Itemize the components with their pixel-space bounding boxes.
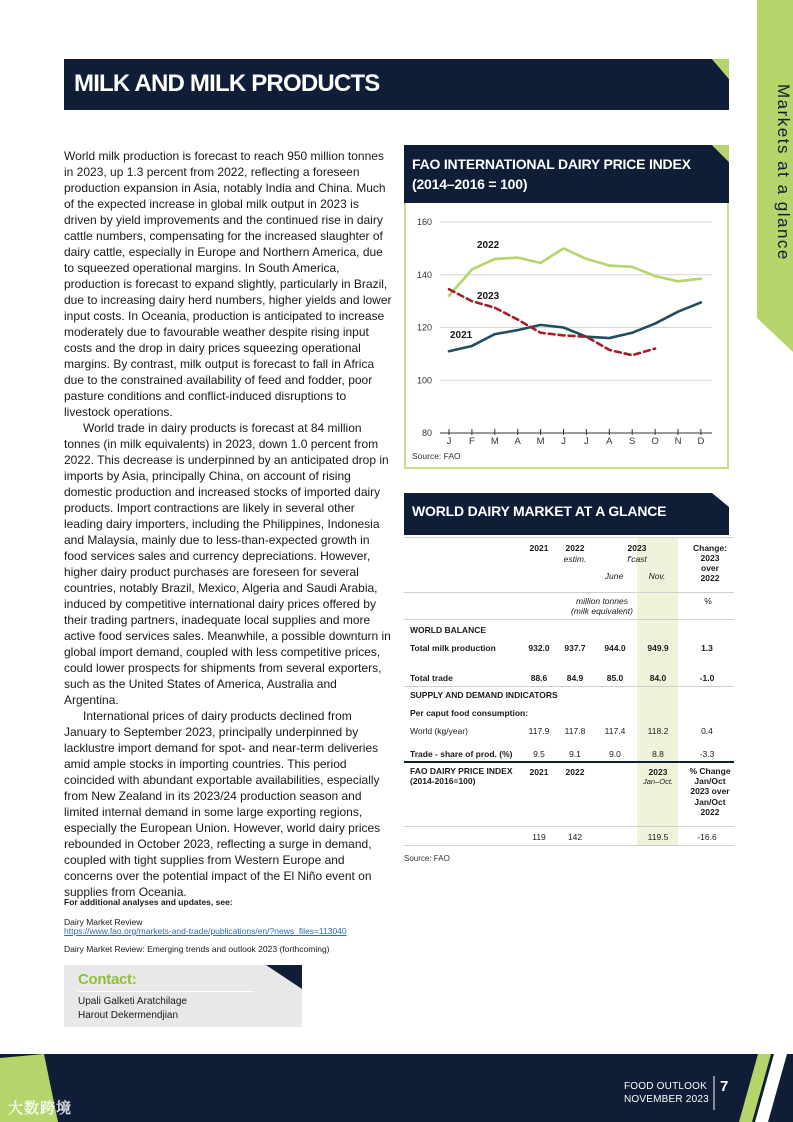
cell: -1.0 xyxy=(699,673,715,683)
index-col-2023-sub: Jan–Oct. xyxy=(642,777,673,786)
change-line: Jan/Oct xyxy=(694,776,726,787)
col-change xyxy=(686,543,734,583)
cell: -3.3 xyxy=(699,749,715,759)
section-per-caput: Per caput food consumption: xyxy=(410,708,529,718)
series-label: 2021 xyxy=(450,330,473,341)
cell: 937.7 xyxy=(564,643,586,653)
x-tick-label: S xyxy=(629,436,636,447)
y-tick-label: 140 xyxy=(416,269,432,280)
cell: 8.8 xyxy=(652,749,664,759)
series-line-2021 xyxy=(449,302,701,351)
row-label: World (kg/year) xyxy=(410,726,468,736)
x-tick-label: M xyxy=(490,436,499,447)
contact-name: Harout Dekermendjian xyxy=(78,1010,179,1021)
change-line: over xyxy=(701,563,719,573)
footer-date: NOVEMBER 2023 xyxy=(624,1094,709,1105)
series-label: 2022 xyxy=(477,240,500,251)
cell: 9.5 xyxy=(533,749,545,759)
table-source: Source: FAO xyxy=(404,854,450,863)
page-title: MILK AND MILK PRODUCTS xyxy=(74,70,380,97)
cell: 119.5 xyxy=(647,832,669,842)
cell: 117.8 xyxy=(564,726,586,736)
row-label: Trade - share of prod. (%) xyxy=(410,749,513,759)
y-tick-label: 80 xyxy=(421,428,432,438)
cell: 1.3 xyxy=(701,643,713,653)
x-tick-label: D xyxy=(697,436,705,447)
cell: 142 xyxy=(567,832,583,842)
series-line-2022 xyxy=(449,248,701,295)
cell: 9.1 xyxy=(569,749,581,759)
table-rule xyxy=(404,761,734,763)
chart-title-line: FAO INTERNATIONAL DAIRY PRICE INDEX xyxy=(412,156,691,172)
index-col-2023: 2023 xyxy=(648,767,668,777)
dairy-review-link[interactable]: https://www.fao.org/markets-and-trade/publications/en/?news_files=113040 xyxy=(64,926,347,936)
units-line2: (milk equivalent) xyxy=(571,606,633,616)
cell: 949.9 xyxy=(647,643,669,653)
col-nov: Nov. xyxy=(648,571,666,581)
index-col-2021: 2021 xyxy=(529,767,549,777)
x-tick-label: J xyxy=(584,436,589,447)
cell: 118.2 xyxy=(647,726,669,736)
section-world-balance: WORLD BALANCE xyxy=(410,625,487,635)
units-line1: million tonnes xyxy=(576,596,628,606)
change-line: 2022 xyxy=(700,806,720,817)
footer-publication: FOOD OUTLOOK xyxy=(624,1081,707,1092)
contact-title: Contact: xyxy=(78,971,137,988)
table-rule xyxy=(404,826,734,827)
x-tick-label: J xyxy=(561,436,566,447)
chart-source: Source: FAO xyxy=(412,451,461,461)
col-2023: 2023 xyxy=(627,543,647,553)
cell: 84.9 xyxy=(566,673,584,683)
table-rule xyxy=(404,537,734,538)
index-label-line1: FAO DAIRY PRICE INDEX xyxy=(410,766,513,776)
change-line: % Change xyxy=(689,766,731,776)
paragraph: World milk production is forecast to reach 950 million tonnes in 2023, up 1.3 percent from 2022, reflecting a foreseen production expansion in Asia, notably India and China. Much of the expected increase in global milk output in 2023 is driven by yield improvements and the continued rise in dairy cattle numbers, compensating for the increased slaughter of dairy cattle, especially in Europe and Northern America, due to squeezed operational margins. In South America, production is forecast to expand slightly, particularly in Brazil, due to increasing dairy herd numbers, higher yields and lower input costs. In Oceania, production is anticipated to increase moderately due to favourable weather despite rising input costs and the drop in dairy prices squeezing operational margins. By contrast, milk output is forecast to fall in Africa due to the constrained availability of feed and fodder, poor pasture conditions and conflict-induced disruptions to livestock operations. xyxy=(64,149,392,419)
col-2022-sub: estim. xyxy=(563,554,587,564)
y-tick-label: 160 xyxy=(416,217,432,227)
paragraph: International prices of dairy products declined from January to September 2023, principally underpinned by lacklustre import demand for spot- and near-term deliveries amid ample stocks in importing countries. This period coincided with abundant exportable availabilities, especially from New Zealand in its 2023/24 production season and limited internal demand in some large exporting regions, especially the European Union. However, world dairy prices rebounded in October 2023, reflecting a surge in demand, coupled with tight supplies from Western Europe and concerns over the potential impact of the El Niño event on supplies from Oceania. xyxy=(64,709,381,899)
series-label: 2023 xyxy=(477,291,500,302)
contact-name: Upali Galketi Aratchilage xyxy=(78,996,187,1007)
index-label-line2: (2014-2016=100) xyxy=(410,776,476,786)
watermark-logo: 大数跨境 xyxy=(8,1100,73,1117)
table-title: WORLD DAIRY MARKET AT A GLANCE xyxy=(412,503,667,519)
cell: 117.4 xyxy=(604,726,626,736)
cell: 0.4 xyxy=(701,726,713,736)
chart-title-line: (2014–2016 = 100) xyxy=(412,176,528,192)
change-line: 2023 over xyxy=(690,786,730,797)
row-label: Total trade xyxy=(410,673,453,683)
cell: 944.0 xyxy=(604,643,626,653)
change-line: 2023 xyxy=(700,553,720,563)
x-tick-label: M xyxy=(536,436,545,447)
col-2021: 2021 xyxy=(529,543,549,553)
col-2023-sub: f'cast xyxy=(627,554,647,564)
x-tick-label: N xyxy=(674,436,682,447)
cell: -16.6 xyxy=(697,832,717,842)
cell: 85.0 xyxy=(606,673,624,683)
change-line: 2022 xyxy=(700,573,720,583)
table-rule xyxy=(404,845,734,846)
table-rule xyxy=(404,619,734,620)
change-line: Jan/Oct xyxy=(694,796,726,807)
change-line: Change: xyxy=(693,543,727,553)
x-tick-label: O xyxy=(651,436,659,447)
y-tick-label: 120 xyxy=(416,322,432,333)
more-info-title: For additional analyses and updates, see: xyxy=(64,897,233,907)
cell: 88.6 xyxy=(530,673,548,683)
x-tick-label: A xyxy=(514,436,521,447)
cell: 84.0 xyxy=(649,673,667,683)
page-number: 7 xyxy=(720,1078,729,1095)
col-june: June xyxy=(604,571,624,581)
cell: 119 xyxy=(532,832,546,842)
section-supply-demand: SUPPLY AND DEMAND INDICATORS xyxy=(410,690,558,700)
index-col-change xyxy=(684,766,736,817)
cell: 117.9 xyxy=(528,726,550,736)
review-forthcoming: Dairy Market Review: Emerging trends and outlook 2023 (forthcoming) xyxy=(64,944,330,954)
units-pct: % xyxy=(704,596,712,606)
y-tick-label: 100 xyxy=(416,375,432,386)
cell: 9.0 xyxy=(609,749,621,759)
side-tab-label: Markets at a glance xyxy=(774,84,793,261)
index-col-2022: 2022 xyxy=(565,767,585,777)
col-2022: 2022 xyxy=(565,543,585,553)
table-rule xyxy=(404,592,734,593)
cell: 932.0 xyxy=(528,643,550,653)
x-tick-label: F xyxy=(468,436,475,447)
link-label: Dairy Market Review xyxy=(64,917,143,927)
paragraph: World trade in dairy products is forecast at 84 million tonnes (in milk equivalents) in 2023, down 1.0 percent from 2022. This decrease is underpinned by an anticipated drop in imports by Asia, principally China, on account of rising domestic production and increased stocks of imported dairy products. Import contractions are likely in several other leading dairy importers, including the Philippines, Indonesia and Malaysia, mainly due to less-than-expected growth in food services sales and currency depreciations. However, higher dairy product purchases are foreseen for several countries, notably Brazil, Mexico, Algeria and Saudi Arabia, induced by competitive international dairy prices offered by their trading partners, inadequate local supplies and more active food services sales. Meanwhile, a possible downturn in global import demand, coupled with less competitive prices, could lower prospects for shipments from several exporters, such as the United States of America, Australia and Argentina. xyxy=(64,421,391,707)
forecast-column-shade xyxy=(637,538,678,846)
row-label: Total milk production xyxy=(410,643,496,653)
x-tick-label: A xyxy=(606,436,613,447)
x-tick-label: J xyxy=(446,436,452,447)
table-rule xyxy=(404,686,734,687)
